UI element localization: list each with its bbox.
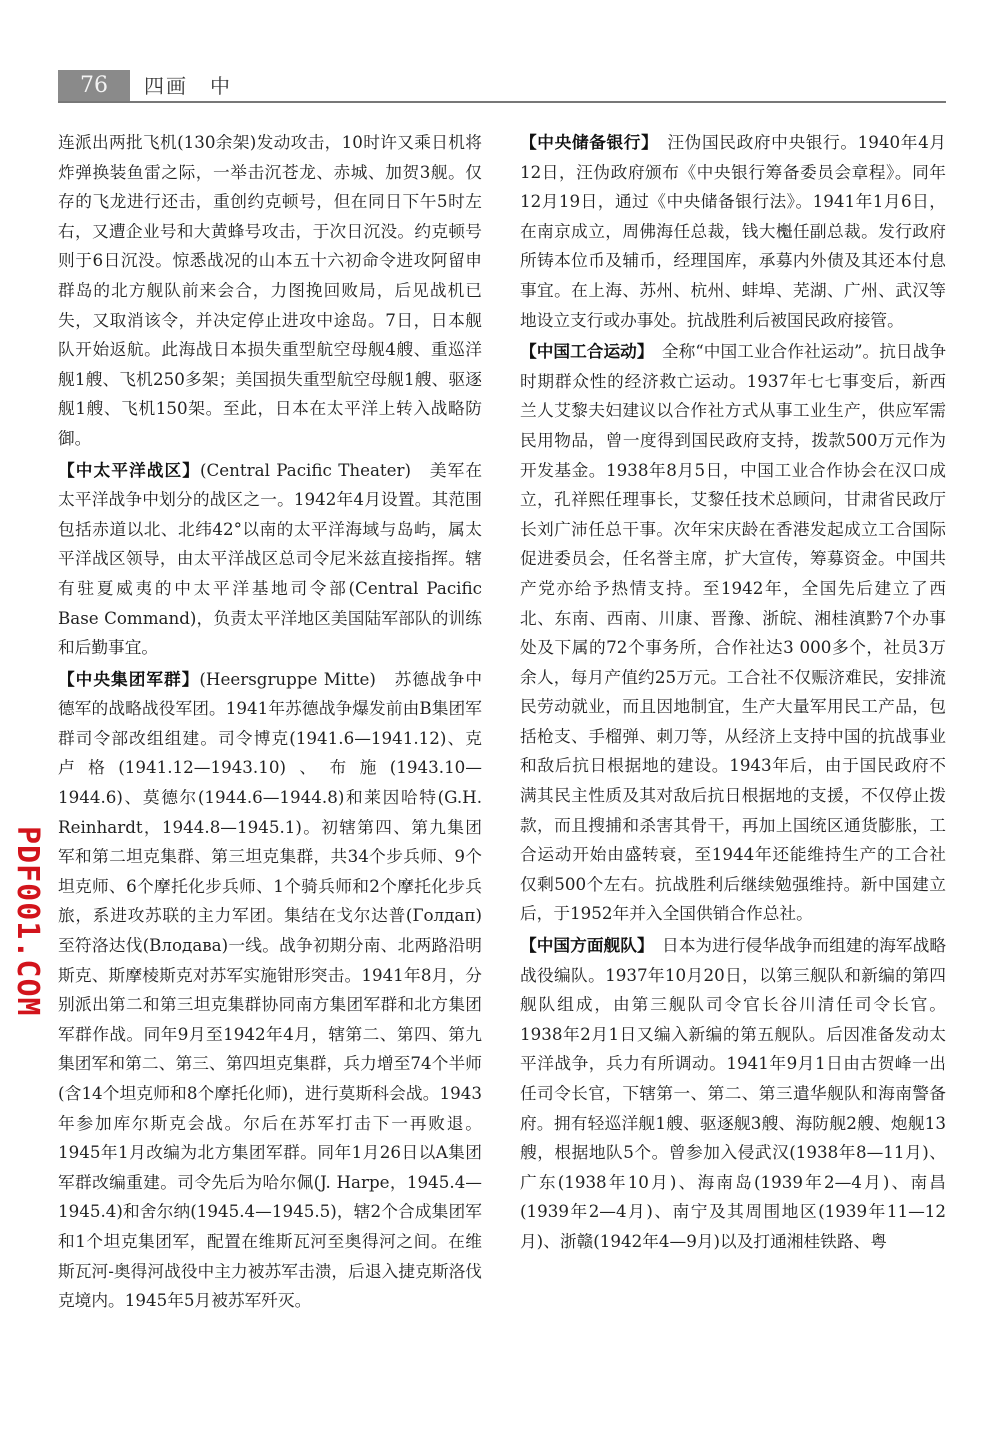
page-number: 76 <box>58 70 130 102</box>
entry-term: 【中国工合运动】 <box>520 341 646 362</box>
section-title: 四画 中 <box>144 74 232 98</box>
entry-term: 【中国方面舰队】 <box>520 935 646 956</box>
paragraph-continued: 连派出两批飞机(130余架)发动攻击，10时许又乘日机将炸弹换装鱼雷之际，一举击沉苍龙、赤城、加贺3舰。仅存的飞龙进行还击，重创约克顿号，但在同日下午5时左右，又遭企业号和大黄蜂号攻击，于次日沉没。约克顿号则于6日沉没。惊悉战况的山本五十六初命令进攻阿留申群岛的北方舰队前来会合，力图挽回败局，后见战机已失，又取消该令，并决定停止进攻中途岛。7日，日本舰队开始返航。此海战日本损失重型航空母舰4艘、重巡洋舰1艘、飞机250多架；美国损失重型航空母舰1艘、驱逐舰1艘、飞机150架。至此，日本在太平洋上转入战略防御。 <box>58 132 482 448</box>
entry-text: (Heersgruppe Mitte) 苏德战争中德军的战略战役军团。1941年苏德战争爆发前由B集团军群司令部改组组建。司令博克(1941.6—1941.12)、克卢格(1941.12—1943.10)、布施(1943.10—1944.6)、莫德尔(1944.6—1944.8)和莱因哈特(G.H. Reinhardt，1944.8—1945.1)。初辖第四、第九集团军和第二坦克集群、第三坦克集群，共34个步兵师、9个坦克师、6个摩托化步兵师、1个骑兵师和2个摩托化步兵旅，系进攻苏联的主力军团。集结在戈尔达普(Голдап)至符洛达伐(Влодава)一线。战争初期分南、北两路沿明斯克、斯摩棱斯克对苏军实施钳形突击。1941年8月，分别派出第二和第三坦克集群协同南方集团军群和北方集团军群作战。同年9月至1942年4月，辖第二、第四、第九集团军和第二、第三、第四坦克集群，兵力增至74个半师(含14个坦克师和8个摩托化师)，进行莫斯科会战。1943年参加库尔斯克会战。尔后在苏军打击下一再败退。1945年1月改编为北方集团军群。同年1月26日以A集团军群改编重建。司令先后为哈尔佩(J. Harpe，1945.4—1945.4)和舍尔纳(1945.4—1945.5)，辖2个合成集团军和1个坦克集团军，配置在维斯瓦河至奥得河之间。在维斯瓦河-奥得河战役中主力被苏军击溃，后退入捷克斯洛伐克境内。1945年5月被苏军歼灭。 <box>58 668 483 1311</box>
left-column <box>58 128 482 1316</box>
entry-central-pacific-theater <box>58 456 482 663</box>
watermark-text: PDF001.COM <box>10 826 45 1017</box>
entry-central-reserve-bank <box>520 128 946 335</box>
watermark <box>4 826 45 1022</box>
entry-text: (Central Pacific Theater) 美军在太平洋战争中划分的战区之一。1942年4月设置。其范围包括赤道以北、北纬42°以南的太平洋海域与岛屿，属太平洋战区领导，由太平洋战区总司令尼米兹直接指挥。辖有驻夏威夷的中太平洋基地司令部(Central Pacific Base Command)，负责太平洋地区美国陆军部队的训练和后勤事宜。 <box>58 459 483 658</box>
entry-term: 【中央集团军群】 <box>58 668 200 689</box>
entry-army-group-center <box>58 665 482 1316</box>
right-column <box>520 128 946 1257</box>
entry-china-area-fleet <box>520 931 946 1257</box>
page-header <box>58 70 946 102</box>
header-rule <box>58 101 946 103</box>
entry-term: 【中太平洋战区】 <box>58 459 201 480</box>
entry-text: 全称“中国工业合作社运动”。抗日战争时期群众性的经济救亡运动。1937年七七事变后，新西兰人艾黎夫妇建议以合作社方式从事工业生产，供应军需民用物品，曾一度得到国民政府支持，拨款500万元作为开发基金。1938年8月5日，中国工业合作协会在汉口成立，孔祥熙任理事长，艾黎任技术总顾问，甘肃省民政厅长刘广沛任总干事。次年宋庆龄在香港发起成立工合国际促进委员会，任名誉主席，扩大宣传，筹募资金。中国共产党亦给予热情支持。至1942年，全国先后建立了西北、东南、西南、川康、晋豫、浙皖、湘桂滇黔7个办事处及下属的72个事务所，合作社达3 000多个，社员3万余人，每月产值约25万元。工合社不仅赈济难民，安排流民劳动就业，而且因地制宜，生产大量军用民工产品，包括枪支、手榴弹、刺刀等，从经济上支持中国的抗战事业和敌后抗日根据地的建设。1943年后，由于国民政府不满其民主性质及其对敌后抗日根据地的支援，不仅停止拨款，而且搜捕和杀害其骨干，再加上国统区通货膨胀，工合运动开始由盛转衰，至1944年还能维持生产的工合社仅剩500个左右。抗战胜利后继续勉强维持。新中国建立后，于1952年并入全国供销合作总社。 <box>520 341 947 924</box>
entry-indusco-movement <box>520 337 946 929</box>
entry-text: 日本为进行侵华战争而组建的海军战略战役编队。1937年10月20日，以第三舰队和新编的第四舰队组成，由第三舰队司令官长谷川清任司令长官。1938年2月1日又编入新编的第五舰队。后因准备发动太平洋战争，兵力有所调动。1941年9月1日由古贺峰一出任司令长官，下辖第一、第二、第三遣华舰队和海南警备府。拥有轻巡洋舰1艘、驱逐舰3艘、海防舰2艘、炮舰13艘，根据地队5个。曾参加入侵武汉(1938年8—11月)、广东(1938年10月)、海南岛(1939年2—4月)、南昌(1939年2—4月)、南宁及其周围地区(1939年11—12月)、浙赣(1942年4—9月)以及打通湘桂铁路、粤 <box>520 935 947 1251</box>
entry-text: 汪伪国民政府中央银行。1940年4月12日，汪伪政府颁布《中央银行筹备委员会章程》。同年12月19日，通过《中央储备银行法》。1941年1月6日，在南京成立，周佛海任总裁，钱大櫆任副总裁。发行政府所铸本位币及辅币，经理国库，承募内外债及其还本付息事宜。在上海、苏州、杭州、蚌埠、芜湖、广州、武汉等地设立支行或办事处。抗战胜利后被国民政府接管。 <box>520 132 946 330</box>
entry-term: 【中央储备银行】 <box>520 132 651 152</box>
